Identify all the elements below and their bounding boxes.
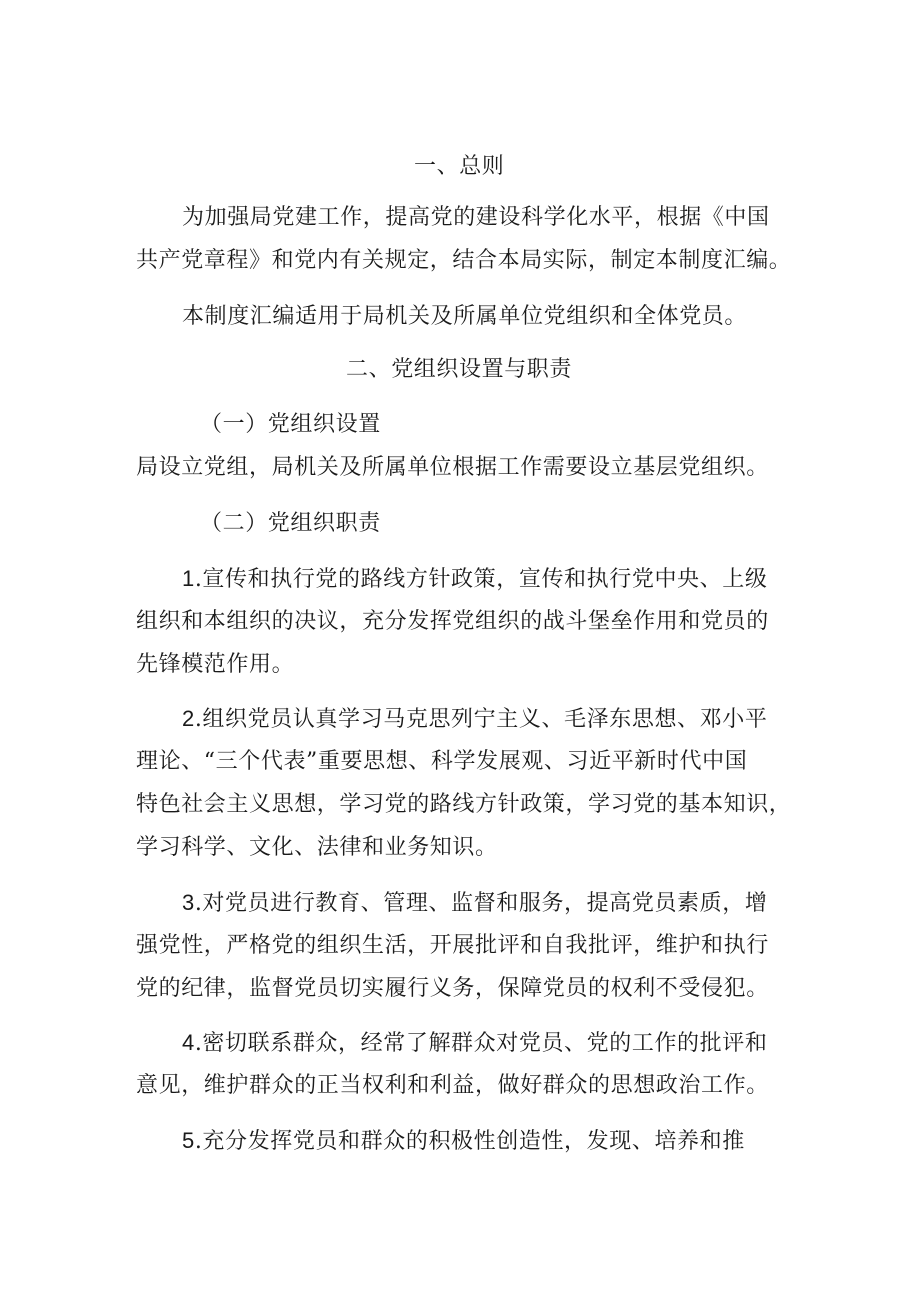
list-item-line [182, 1028, 767, 1059]
list-item-line: 意见，维护群众的正当权利和利益，做好群众的思想政治工作。 [136, 1073, 769, 1098]
item-text: .对党员进行教育、管理、监督和服务，提高党员素质，增 [194, 891, 768, 916]
list-item-line [182, 704, 767, 735]
list-item-line [182, 888, 767, 919]
paragraph-line: 局设立党组，局机关及所属单位根据工作需要设立基层党组织。 [136, 455, 769, 480]
paragraph-line: 共产党章程》和党内有关规定，结合本局实际，制定本制度汇编。 [136, 248, 792, 273]
list-item-line: 先锋模范作用。 [136, 652, 295, 677]
item-text: .充分发挥党员和群众的积极性创造性，发现、培养和推 [194, 1129, 745, 1154]
list-item-line: 组织和本组织的决议，充分发挥党组织的战斗堡垒作用和党员的 [136, 609, 769, 634]
item-number: 2 [182, 706, 195, 731]
subsection-heading: （二）党组织职责 [200, 511, 381, 536]
section-heading: 一、总则 [414, 154, 505, 179]
subsection-heading: （一）党组织设置 [200, 412, 381, 437]
item-number: 5 [182, 1128, 195, 1153]
list-item-line: 理论、“三个代表”重要思想、科学发展观、习近平新时代中国 [136, 749, 748, 774]
item-number: 1 [182, 566, 195, 591]
list-item-line: 学习科学、文化、法律和业务知识。 [136, 835, 498, 860]
item-number: 3 [182, 890, 195, 915]
item-text: .宣传和执行党的路线方针政策，宣传和执行党中央、上级 [194, 567, 768, 592]
list-item-line [182, 564, 767, 595]
section-heading: 二、党组织设置与职责 [346, 357, 573, 382]
list-item-line: 强党性，严格党的组织生活，开展批评和自我批评，维护和执行 [136, 933, 769, 958]
paragraph-line: 为加强局党建工作，提高党的建设科学化水平，根据《中国 [182, 205, 770, 230]
item-text: .密切联系群众，经常了解群众对党员、党的工作的批评和 [194, 1031, 768, 1056]
list-item-line: 特色社会主义思想，学习党的路线方针政策，学习党的基本知识， [136, 792, 792, 817]
list-item-line [182, 1126, 745, 1157]
list-item-line: 党的纪律，监督党员切实履行义务，保障党员的权利不受侵犯。 [136, 976, 769, 1001]
item-number: 4 [182, 1030, 195, 1055]
paragraph-line: 本制度汇编适用于局机关及所属单位党组织和全体党员。 [182, 304, 748, 329]
item-text: .组织党员认真学习马克思列宁主义、毛泽东思想、邓小平 [194, 707, 768, 732]
